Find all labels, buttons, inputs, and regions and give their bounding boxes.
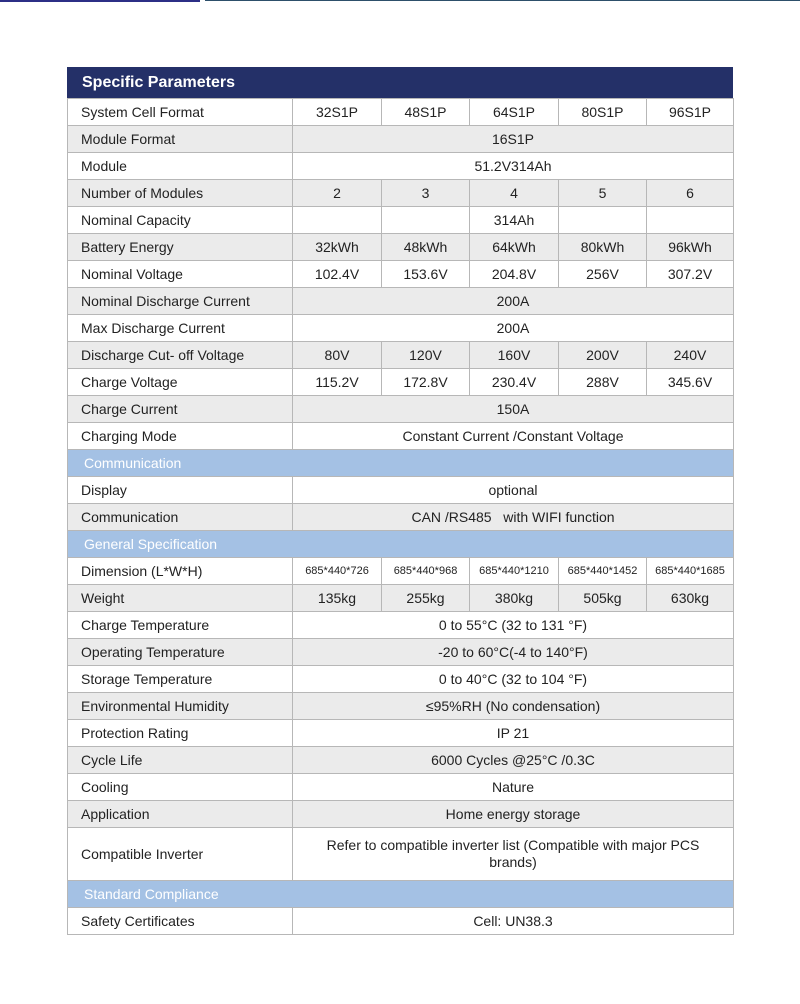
cell-value: 200V <box>559 342 647 369</box>
spec-table <box>67 98 734 935</box>
cell-value: 51.2V314Ah <box>293 153 734 180</box>
table-row <box>68 261 734 288</box>
row-label: Operating Temperature <box>68 639 293 666</box>
cell-value: 685*440*1210 <box>470 558 559 585</box>
cell-value: 4 <box>470 180 559 207</box>
table-row <box>68 288 734 315</box>
row-label: Nominal Discharge Current <box>68 288 293 315</box>
section-header-standard-compliance <box>68 881 734 908</box>
top-rule-line <box>205 0 800 1</box>
row-label: Storage Temperature <box>68 666 293 693</box>
cell-value: 16S1P <box>293 126 734 153</box>
table-row <box>68 99 734 126</box>
cell-value: 230.4V <box>470 369 559 396</box>
cell-value: 380kg <box>470 585 559 612</box>
row-label: Number of Modules <box>68 180 293 207</box>
cell-value: 685*440*726 <box>293 558 382 585</box>
cell-value: 685*440*1685 <box>647 558 734 585</box>
cell-value: 307.2V <box>647 261 734 288</box>
cell-value: 6 <box>647 180 734 207</box>
cell-value: -20 to 60°C(-4 to 140°F) <box>293 639 734 666</box>
spec-sheet <box>67 67 733 935</box>
table-row <box>68 180 734 207</box>
cell-value: 153.6V <box>382 261 470 288</box>
cell-value: 3 <box>382 180 470 207</box>
cell-value: 256V <box>559 261 647 288</box>
row-label: Module <box>68 153 293 180</box>
row-label: Charge Voltage <box>68 369 293 396</box>
table-row <box>68 153 734 180</box>
table-row <box>68 908 734 935</box>
cell-value-text: Refer to compatible inverter list (Compatible with major PCS brands) <box>326 837 700 870</box>
cell-value: ≤95%RH (No condensation) <box>293 693 734 720</box>
row-label: Weight <box>68 585 293 612</box>
row-label: Nominal Capacity <box>68 207 293 234</box>
table-row <box>68 747 734 774</box>
cell-value: 0 to 55°C (32 to 131 °F) <box>293 612 734 639</box>
table-row <box>68 342 734 369</box>
empty-cell <box>559 207 647 234</box>
table-row <box>68 828 734 881</box>
cell-value: optional <box>293 477 734 504</box>
section-title: Standard Compliance <box>68 881 734 908</box>
cell-value: 685*440*1452 <box>559 558 647 585</box>
table-row <box>68 666 734 693</box>
row-label: Safety Certificates <box>68 908 293 935</box>
cell-value: 102.4V <box>293 261 382 288</box>
cell-value: 115.2V <box>293 369 382 396</box>
cell-value: Nature <box>293 774 734 801</box>
cell-value: 255kg <box>382 585 470 612</box>
section-header-communication <box>68 450 734 477</box>
empty-cell <box>647 207 734 234</box>
cell-value: 685*440*968 <box>382 558 470 585</box>
section-title: Communication <box>68 450 734 477</box>
cell-value: 64kWh <box>470 234 559 261</box>
top-accent-line <box>0 0 200 2</box>
cell-value: IP 21 <box>293 720 734 747</box>
row-label: Communication <box>68 504 293 531</box>
cell-value: 120V <box>382 342 470 369</box>
cell-value: 240V <box>647 342 734 369</box>
table-row <box>68 504 734 531</box>
table-row <box>68 801 734 828</box>
cell-value: 204.8V <box>470 261 559 288</box>
row-label: Max Discharge Current <box>68 315 293 342</box>
row-label: Charging Mode <box>68 423 293 450</box>
table-row <box>68 207 734 234</box>
table-row <box>68 423 734 450</box>
table-row <box>68 369 734 396</box>
cell-value: CAN /RS485 with WIFI function <box>293 504 734 531</box>
cell-value: 80S1P <box>559 99 647 126</box>
cell-value: 0 to 40°C (32 to 104 °F) <box>293 666 734 693</box>
row-label: Compatible Inverter <box>68 828 293 881</box>
empty-cell <box>293 207 382 234</box>
cell-value: 5 <box>559 180 647 207</box>
row-label: Cooling <box>68 774 293 801</box>
table-title: Specific Parameters <box>67 67 733 98</box>
cell-value: Cell: UN38.3 <box>293 908 734 935</box>
empty-cell <box>382 207 470 234</box>
row-label: Cycle Life <box>68 747 293 774</box>
table-row <box>68 720 734 747</box>
row-label: Protection Rating <box>68 720 293 747</box>
cell-value: 80kWh <box>559 234 647 261</box>
table-row <box>68 558 734 585</box>
table-row <box>68 315 734 342</box>
row-label: Display <box>68 477 293 504</box>
cell-value: 172.8V <box>382 369 470 396</box>
row-label: Dimension (L*W*H) <box>68 558 293 585</box>
cell-value: 96kWh <box>647 234 734 261</box>
cell-value: 32kWh <box>293 234 382 261</box>
cell-value: 64S1P <box>470 99 559 126</box>
row-label: Charge Current <box>68 396 293 423</box>
row-label: Nominal Voltage <box>68 261 293 288</box>
cell-value: 160V <box>470 342 559 369</box>
cell-value: 345.6V <box>647 369 734 396</box>
row-label: Discharge Cut- off Voltage <box>68 342 293 369</box>
cell-value: 200A <box>293 315 734 342</box>
cell-value: 6000 Cycles @25°C /0.3C <box>293 747 734 774</box>
cell-value: 32S1P <box>293 99 382 126</box>
cell-value: 150A <box>293 396 734 423</box>
row-label: Charge Temperature <box>68 612 293 639</box>
row-label: Application <box>68 801 293 828</box>
cell-value: 200A <box>293 288 734 315</box>
cell-value: 96S1P <box>647 99 734 126</box>
table-row <box>68 396 734 423</box>
section-title: General Specification <box>68 531 734 558</box>
row-label: Environmental Humidity <box>68 693 293 720</box>
cell-value: 630kg <box>647 585 734 612</box>
cell-value: Constant Current /Constant Voltage <box>293 423 734 450</box>
cell-value: 80V <box>293 342 382 369</box>
cell-value: Home energy storage <box>293 801 734 828</box>
table-row <box>68 126 734 153</box>
cell-value: 135kg <box>293 585 382 612</box>
table-row <box>68 585 734 612</box>
cell-value: 48S1P <box>382 99 470 126</box>
cell-value <box>293 828 734 881</box>
row-label: Battery Energy <box>68 234 293 261</box>
table-row <box>68 774 734 801</box>
row-label: Module Format <box>68 126 293 153</box>
cell-value: 2 <box>293 180 382 207</box>
table-row <box>68 639 734 666</box>
row-label: System Cell Format <box>68 99 293 126</box>
cell-value: 48kWh <box>382 234 470 261</box>
table-row <box>68 693 734 720</box>
cell-value: 505kg <box>559 585 647 612</box>
table-row <box>68 234 734 261</box>
cell-value: 314Ah <box>470 207 559 234</box>
table-row <box>68 477 734 504</box>
cell-value: 288V <box>559 369 647 396</box>
section-header-general-specification <box>68 531 734 558</box>
table-row <box>68 612 734 639</box>
